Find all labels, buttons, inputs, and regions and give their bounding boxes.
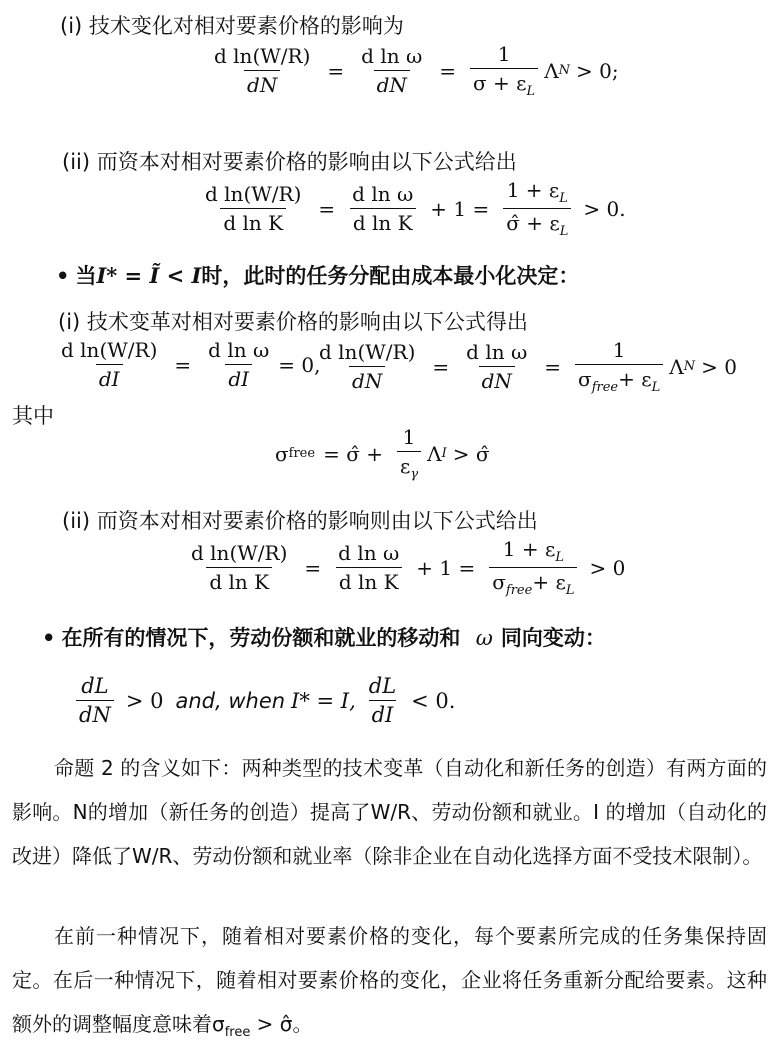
fraction: $\frac{\text{d ln(W/R)}}{dI}$ [61,338,158,391]
equation-automation: $\frac{\text{d ln(W/R)}}{dI}$ = $\frac{\text{d ln ω}}{dI}$ = 0, [58,338,320,391]
fraction: $\frac{1}{\sigma + \varepsilon_L}$ [470,42,538,99]
equation-sigma-free: σ free = σ̂ + $\frac{1}{\varepsilon_\gamma}$ Λ I > σ̂ [275,425,490,482]
fraction: $\frac{1}{\sigma_{free}+ \varepsilon_L}$ [575,338,663,395]
fraction: $\frac{1}{\varepsilon_\gamma}$ [397,425,421,482]
fraction: $\frac{1 + \varepsilon_L}{\sigmâ + \varepsilon_L}$ [503,178,571,239]
heading-capital-2: (ii) 而资本对相对要素价格的影响则由以下公式给出 [62,509,538,533]
paragraph-implications: 命题 2 的含义如下：两种类型的技术变革（自动化和新任务的创造）有两方面的影响。N的增加（新任务的创造）提高了W/R、劳动份额和就业。I 的增加（自动化的改进）降低了W/R、劳动份额和就业率（除非企业在自动化选择方面不受技术限制）。 [12,756,767,868]
fraction: $\frac{\text{d ln ω}}{\text{d ln K}}$ [349,182,416,235]
equation-capital: $\frac{\text{d ln(W/R)}}{\text{d ln K}}$ = $\frac{\text{d ln ω}}{\text{d ln K}}$ + 1 = $\frac{1 + \varepsilon_L}{\sigmâ + \varepsilon_L}$ > 0. [196,178,626,239]
fraction: $\frac{\text{d ln(W/R)}}{dN}$ [214,44,311,97]
bullet-all-cases: • 在所有的情况下，劳动份额和就业的移动和 ω 同向变动： [42,626,606,650]
fraction: $\frac{\text{d ln ω}}{dI}$ [208,338,270,391]
fraction: $\frac{\text{d ln ω}}{\text{d ln K}}$ [335,541,402,594]
fraction: $\frac{1 + \varepsilon_L}{\sigma_{free}+ \varepsilon_L}$ [489,537,577,598]
equation-new-tasks: $\frac{\text{d ln(W/R)}}{dN}$ = $\frac{\text{d ln ω}}{dN}$ = $\frac{1}{\sigma_{free}+ \varepsilon_L}$ Λ N > 0 [310,338,737,395]
fraction: $\frac{\text{d ln(W/R)}}{dN}$ [319,340,416,393]
fraction: $\frac{dL}{dN}$ [76,674,114,727]
equation-tech-change: $\frac{\text{d ln(W/R)}}{dN}$ = $\frac{\text{d ln ω}}{dN}$ = $\frac{1}{\sigma + \varepsilon_L}$ Λ N > 0; [205,42,619,99]
heading-tech-change: (i) 技术变化对相对要素价格的影响为 [60,14,404,38]
fraction: $\frac{\text{d ln(W/R)}}{\text{d ln K}}$ [205,182,302,235]
paragraph-reallocation: 在前一种情况下，随着相对要素价格的变化，每个要素所完成的任务集保持固定。在后一种情况下，随着相对要素价格的变化，企业将任务重新分配给要素。这种额外的调整幅度意味着$\sigma_{free}$ > σ̂。 [12,924,767,1040]
fraction: $\frac{\text{d ln ω}}{dN}$ [466,340,528,393]
fraction: $\frac{dL}{dI}$ [368,674,397,727]
heading-capital: (ii) 而资本对相对要素价格的影响由以下公式给出 [62,150,517,174]
heading-tech-reform: (i) 技术变革对相对要素价格的影响由以下公式得出 [58,310,528,334]
equation-labor: $\frac{dL}{dN}$ > 0 and, when I* = I, $\frac{dL}{dI}$ < 0. [76,674,455,727]
fraction: $\frac{\text{d ln ω}}{dN}$ [361,44,423,97]
equation-capital-2: $\frac{\text{d ln(W/R)}}{\text{d ln K}}$ = $\frac{\text{d ln ω}}{\text{d ln K}}$ + 1 = $\frac{1 + \varepsilon_L}{\sigma_{free}+ \varepsilon_L}$ > 0 [182,537,625,598]
fraction: $\frac{\text{d ln(W/R)}}{\text{d ln K}}$ [191,541,288,594]
bullet-cost-minimization: • 当I* = Ĩ < I时，此时的任务分配由成本最小化决定： [56,263,580,288]
label-where: 其中 [12,404,54,428]
